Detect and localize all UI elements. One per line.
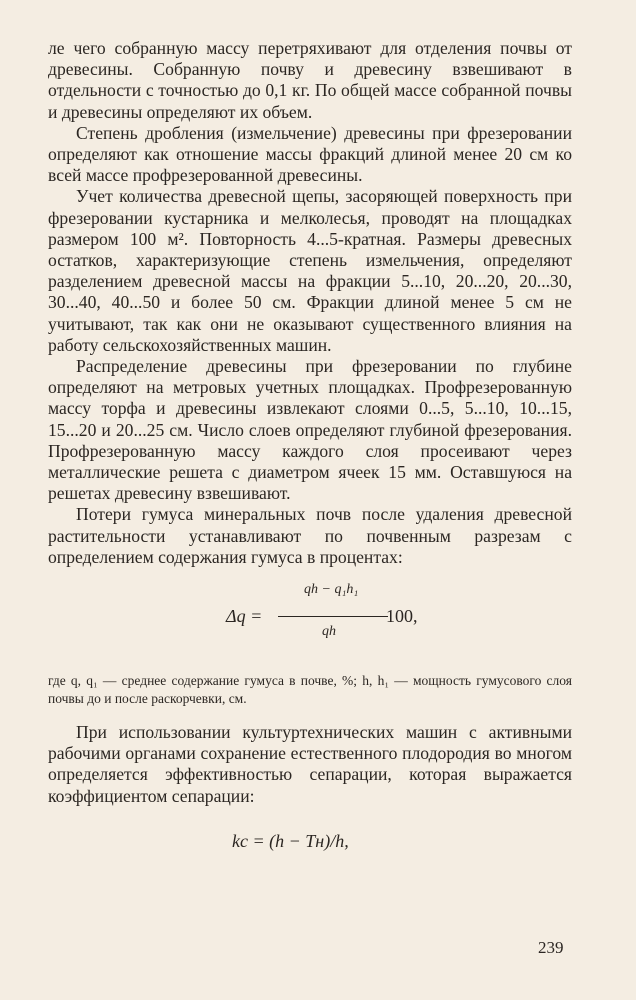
formula-denominator: qh [322, 624, 336, 640]
paragraph-wood-chips: Учет количества древесной щепы, засоряющей поверхность при фрезеровании кустарника и мелколесья, проводят на площадках размером 100 м². Повторность 4...5-кратная. Размеры древесных остатков, характеризующие степень измельчения, определяют разделением древесной массы на фракции 5...10, 20...20, 20...30, 30...40, 40...50 и более 50 см. Фракции длиной менее 5 см не учитывают, так как они не оказывают существенного влияния на работу сельскохозяйственных машин. [48, 186, 572, 355]
paragraph-separation: При использовании культуртехнических машин с активными рабочими органами сохранение естественного плодородия во многом определяется эффективностью сепарации, которая выражается коэффициентом сепарации: [48, 722, 572, 806]
paragraph-continuation: ле чего собранную массу перетряхивают для отделения почвы от древесины. Собранную почву и древесину взвешивают в отдельности с точностью до 0,1 кг. По общей массе собранной почвы и древесины определяют их объем. [48, 38, 572, 122]
separation-coefficient-formula [48, 815, 572, 869]
paragraph-depth-distribution: Распределение древесины при фрезеровании по глубине определяют на метровых учетных площадках. Профрезерованную массу торфа и древесины извлекают слоями 0...5, 5...10, 10...15, 15...20 и 20...25 см. Число слоев определяют глубиной фрезерования. Профрезерованную массу каждого слоя просеивают через металлические решета с диаметром ячеек 15 мм. Оставшуюся на решетах древесину взвешивают. [48, 356, 572, 504]
formula-multiplier: 100, [386, 606, 418, 627]
humus-loss-formula [48, 576, 572, 660]
paragraph-humus-loss: Потери гумуса минеральных почв после удаления древесной растительности устанавливают по почвенным разрезам с определением содержания гумуса в процентах: [48, 504, 572, 567]
formula-numerator: qh − q₁h₁ [304, 582, 359, 598]
formula-note: где q, q₁ — среднее содержание гумуса в почве, %; h, h₁ — мощность гумусового слоя почвы до и после раскорчевки, см. [48, 673, 572, 707]
fraction-line [278, 616, 388, 617]
paragraph-crushing-degree: Степень дробления (измельчение) древесины при фрезеровании определяют как отношение массы фракций длиной менее 20 см ко всей массе профрезерованной древесины. [48, 122, 572, 186]
page-body [48, 38, 572, 869]
page-number: 239 [538, 938, 564, 957]
formula-lhs: Δq = [226, 606, 263, 627]
separation-formula-expression: kс = (h − Tн)/h, [232, 830, 349, 851]
